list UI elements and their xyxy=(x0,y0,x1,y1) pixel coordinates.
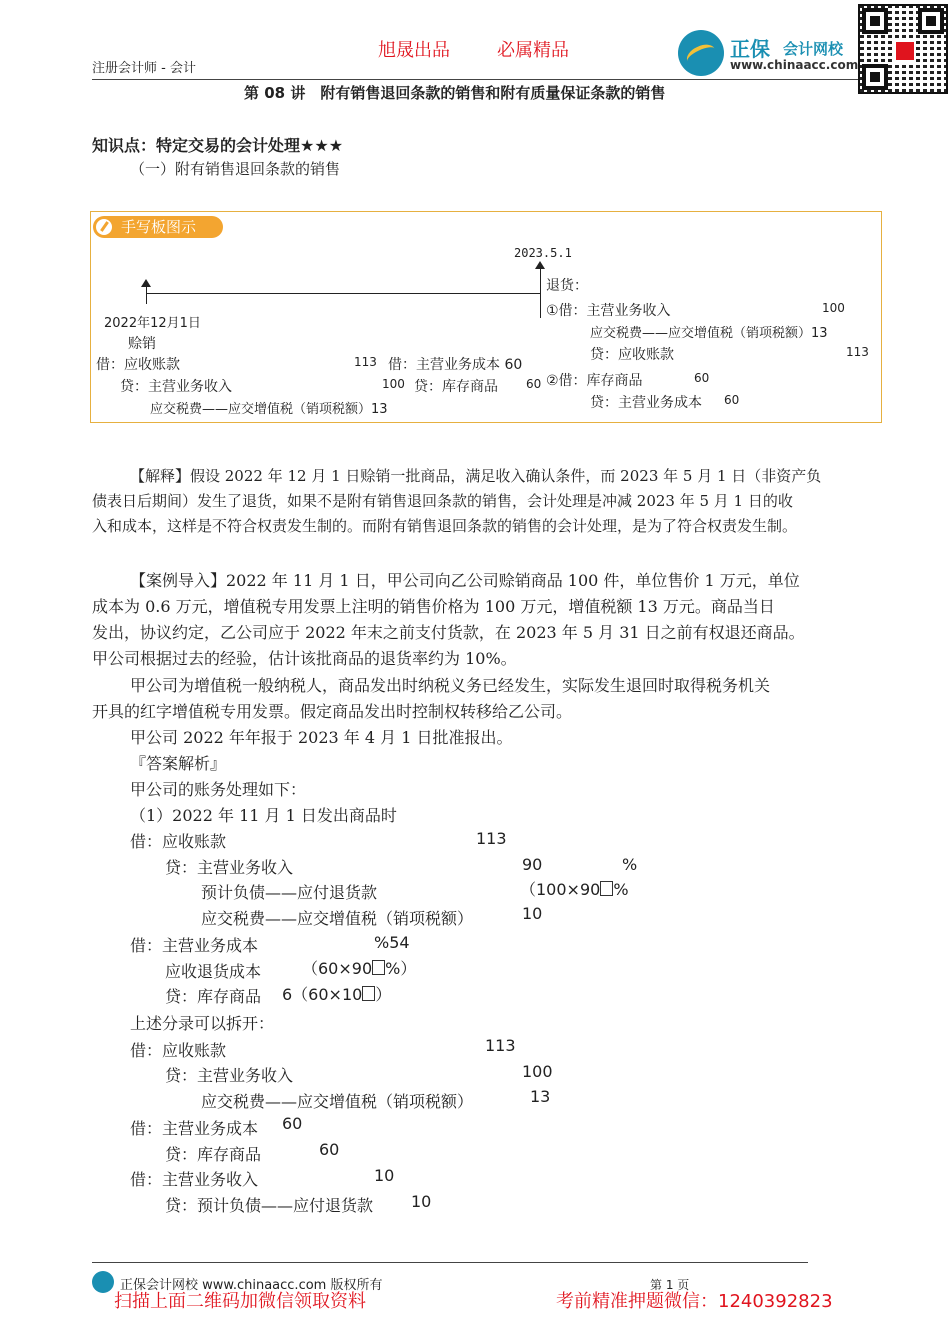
timeline-right-tick xyxy=(540,266,541,318)
hw-right-line: ①借：主营业务收入 xyxy=(546,303,671,319)
case-line: （1）2022 年 11 月 1 日发出商品时 xyxy=(130,806,397,825)
case-line: 甲公司为增值税一般纳税人，商品发出时纳税义务已经发生，实际发生退回时取得税务机关 xyxy=(130,676,771,695)
handwriting-badge: 手写板图示 xyxy=(93,216,223,238)
hw-right-line: 应交税费——应交增值税（销项税额）13 xyxy=(590,326,828,341)
explanation-line: 入和成本，这样是不符合权责发生制的。而附有销售退回条款的销售的会计处理，是为了符合权责发生制。 xyxy=(92,517,798,535)
entry-value: 113 xyxy=(476,829,507,848)
course-label: 注册会计师 - 会计 xyxy=(92,61,196,76)
hw-left-line: 应交税费——应交增值税（销项税额）13 xyxy=(150,402,388,417)
entry-value: % xyxy=(622,855,638,874)
explanation-line: 【解释】假设 2022 年 12 月 1 日赊销一批商品，满足收入确认条件，而 2023 年 5 月 1 日（非资产负 xyxy=(130,467,822,485)
entry-value: %54 xyxy=(374,933,410,952)
section-heading: 知识点：特定交易的会计处理★★★ xyxy=(92,136,344,155)
entry-line: 应收退货成本 xyxy=(165,962,262,981)
entry-line: 贷：主营业务收入 xyxy=(165,858,294,877)
arrow-up-icon xyxy=(141,279,151,287)
case-line: 『答案解析』 xyxy=(130,754,227,773)
placeholder-box-icon xyxy=(362,986,375,1001)
pen-icon xyxy=(96,219,112,235)
case-line: 甲公司的账务处理如下： xyxy=(130,780,307,799)
qr-code-icon[interactable] xyxy=(858,4,948,94)
hw-right-value: 100 xyxy=(822,301,845,315)
header-red-right: 必属精品 xyxy=(497,40,569,61)
hw-mid-line: 贷：库存商品 xyxy=(414,379,498,395)
entry-value: 10 xyxy=(411,1192,432,1211)
entry-line: 借：主营业务收入 xyxy=(130,1170,259,1189)
promo-right: 考前精准押题微信：1240392823 xyxy=(556,1291,833,1312)
placeholder-box-icon xyxy=(600,881,613,896)
footer-logo-icon xyxy=(92,1271,114,1293)
entry-value: 90 xyxy=(522,855,543,874)
hw-right-value: 60 xyxy=(724,393,740,407)
case-line: 甲公司根据过去的经验，估计该批商品的退货率约为 10%。 xyxy=(92,649,517,668)
entry-line: 贷：预计负债——应付退货款 xyxy=(165,1196,374,1215)
header-divider xyxy=(92,79,858,80)
hw-left-value: 100 xyxy=(382,377,405,391)
case-line: 甲公司 2022 年年报于 2023 年 4 月 1 日批准报出。 xyxy=(130,728,513,747)
entry-value: 13 xyxy=(530,1087,551,1106)
hw-right-value: 113 xyxy=(846,345,869,359)
timeline-left-tick xyxy=(146,284,147,304)
hw-left-line: 借：应收账款 xyxy=(96,357,180,373)
explanation-line: 债表日后期间）发生了退货，如果不是附有销售退回条款的销售，会计处理是冲减 2023 年 5 月 1 日的收 xyxy=(92,492,793,510)
hw-mid-value: 60 xyxy=(526,377,542,391)
arrow-up-icon xyxy=(535,261,545,269)
return-label: 退货： xyxy=(546,278,588,294)
brand-name: 正保 xyxy=(730,37,770,61)
entry-value: （60×90 %） xyxy=(302,959,417,978)
lecture-title: 第 08 讲 附有销售退回条款的销售和附有质量保证条款的销售 xyxy=(244,84,666,102)
entry-line: 预计负债——应付退货款 xyxy=(201,883,378,902)
entry-value: 60 xyxy=(282,1114,303,1133)
entry-value: 100 xyxy=(522,1062,553,1081)
entry-value: 60 xyxy=(319,1140,340,1159)
placeholder-box-icon xyxy=(372,960,385,975)
entry-line: 应交税费——应交增值税（销项税额） xyxy=(201,1092,474,1111)
hw-right-value: 60 xyxy=(694,371,710,385)
hw-right-line: 贷：应收账款 xyxy=(590,347,674,363)
entry-line: 借：应收账款 xyxy=(130,1041,227,1060)
entry-line: 借：应收账款 xyxy=(130,832,227,851)
brand-url: www.chinaacc.com xyxy=(730,58,859,72)
brand-logo-icon xyxy=(678,30,724,76)
entry-value: 10 xyxy=(374,1166,395,1185)
case-line: 【案例导入】2022 年 11 月 1 日，甲公司向乙公司赊销商品 100 件，单位售价 1 万元，单位 xyxy=(130,571,800,590)
entry-value: 6（60×10 ） xyxy=(282,985,392,1004)
entry-value: （100×90 % xyxy=(520,880,629,899)
case-line: 成本为 0.6 万元，增值税专用发票上注明的销售价格为 100 万元，增值税额 13 万元。商品当日 xyxy=(92,597,775,616)
entry-line: 应交税费——应交增值税（销项税额） xyxy=(201,909,474,928)
footer-copyright: 正保会计网校 www.chinaacc.com 版权所有 xyxy=(120,1278,383,1293)
entry-line: 借：主营业务成本 xyxy=(130,1119,259,1138)
footer-page: 第 1 页 xyxy=(650,1278,690,1292)
entry-line: 借：主营业务成本 xyxy=(130,936,259,955)
entry-line: 贷：主营业务收入 xyxy=(165,1066,294,1085)
case-line: 发出，协议约定，乙公司应于 2022 年末之前支付货款，在 2023 年 5 月 31 日之前有权退还商品。 xyxy=(92,623,805,642)
footer-divider xyxy=(92,1262,808,1263)
entry-line: 贷：库存商品 xyxy=(165,987,262,1006)
date-left: 2022年12月1日 xyxy=(104,316,201,331)
section-subheading: （一）附有销售退回条款的销售 xyxy=(130,160,341,178)
promo-left: 扫描上面二维码加微信领取资料 xyxy=(114,1291,366,1312)
split-label: 上述分录可以拆开： xyxy=(130,1014,275,1033)
timeline-line xyxy=(146,293,540,294)
hw-right-line: ②借：库存商品 xyxy=(546,373,643,389)
brand-suffix: 会计网校 xyxy=(783,40,844,58)
hw-right-line: 贷：主营业务成本 xyxy=(590,395,702,411)
hw-left-value: 113 xyxy=(354,355,377,369)
event-left: 赊销 xyxy=(128,336,156,352)
header-red-left: 旭晟出品 xyxy=(378,40,450,61)
date-right: 2023.5.1 xyxy=(514,246,572,260)
entry-line: 贷：库存商品 xyxy=(165,1145,262,1164)
entry-value: 113 xyxy=(485,1036,516,1055)
entry-value: 10 xyxy=(522,904,543,923)
case-line: 开具的红字增值税专用发票。假定商品发出时控制权转移给乙公司。 xyxy=(92,702,573,721)
hw-mid-line: 借：主营业务成本 60 xyxy=(388,357,523,373)
hw-left-line: 贷：主营业务收入 xyxy=(120,379,232,395)
